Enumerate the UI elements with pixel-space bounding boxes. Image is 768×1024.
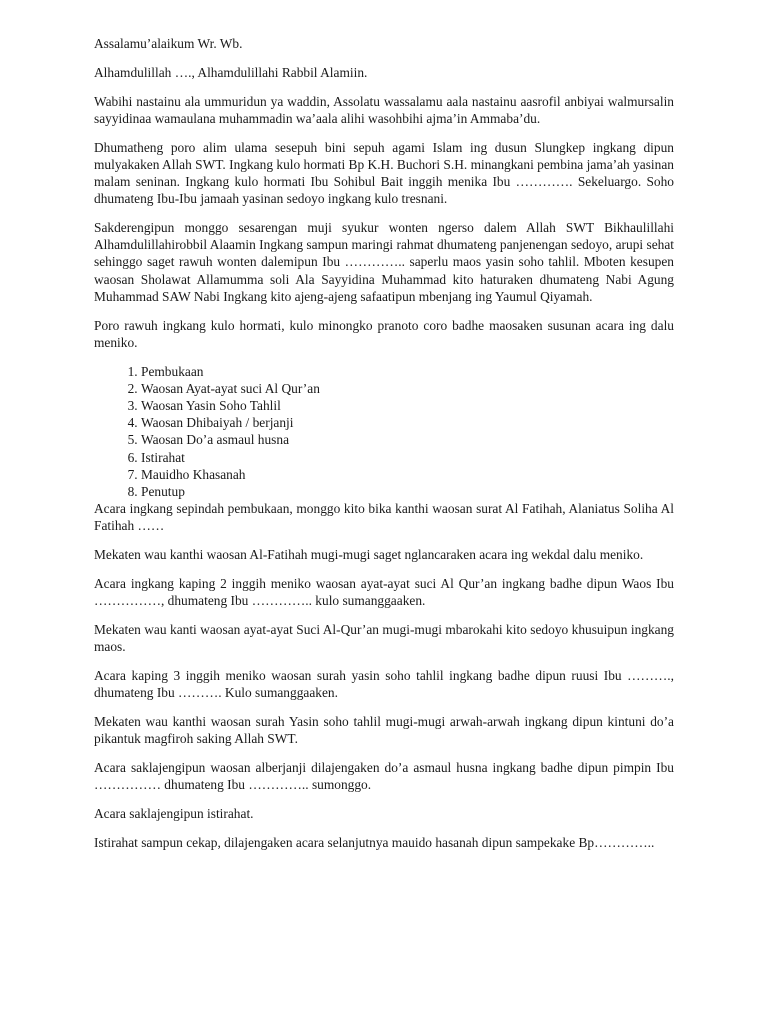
agenda-list [94,363,674,501]
agenda-item: 7. Mauidho Khasanah [141,466,674,483]
agenda-item: 3. Waosan Yasin Soho Tahlil [141,397,674,414]
agenda-item: 4. Waosan Dhibaiyah / berjanji [141,414,674,431]
yasin-prayer-paragraph: Mekaten wau kanthi waosan surah Yasin soho tahlil mugi-mugi arwah-arwah ingkang dipun kintuni do’a pikantuk magfiroh saking Allah SWT. [94,714,674,747]
mauidhoh-item-paragraph: Istirahat sampun cekap, dilajengaken acara selanjutnya mauido hasanah dipun sampekake Bp………….. [94,834,655,850]
agenda-item: 5. Waosan Do’a asmaul husna [141,431,674,448]
berjanji-item-paragraph: Acara saklajengipun waosan alberjanji dilajengaken do’a asmaul husna ingkang badhe dipun pimpin Ibu …………… dhumateng Ibu ………….. sumonggo. [94,760,674,793]
opening-item-paragraph: Acara ingkang sepindah pembukaan, monggo kito bika kanthi waosan surat Al Fatihah, Alaniatus Soliha Al Fatihah …… [94,501,674,534]
quran-prayer-paragraph: Mekaten wau kanti waosan ayat-ayat Suci Al-Qur’an mugi-mugi mbarokahi kito sedoyo khusuipun ingkang maos. [94,622,674,655]
document-page [94,35,674,863]
gratitude-paragraph: Sakderengipun monggo sesarengan muji syukur wonten ngerso dalem Allah SWT Bikhaulillahi Alhamdulillahirobbil Alaamin Ingkang sampun maringi rahmat dhumateng panjenengan sedoyo, arupi sehat sehinggo saget rawuh wonten dalemipun Ibu ………….. saperlu maos yasin soho tahlil. Mboten kesupen waosan Sholawat Allamumma soli Ala Sayyidina Muhammad kito haturaken dhumateng Nabi Agung Muhammad SAW Nabi Ingkang kito ajeng-ajeng safaatipun mbenjang ing Yaumul Qiyamah. [94,220,674,304]
agenda-item: 1. Pembukaan [141,363,674,380]
opening-prayer-paragraph: Wabihi nastainu ala ummuridun ya waddin, Assolatu wassalamu aala nastainu aasrofil anbiyai walmursalin sayyidinaa wamaulana muhammadin wa’aala alihi wasohbihi ajma’in Ammaba’du. [94,93,674,126]
respects-paragraph: Dhumatheng poro alim ulama sesepuh bini sepuh agami Islam ing dusun Slungkep ingkang dipun mulyakaken Allah SWT. Ingkang kulo hormati Bp K.H. Buchori S.H. minangkani pembina jama’ah yasinan malam seninan. Ingkang kulo hormati Ibu Sohibul Bait inggih menika Ibu …………. Sekeluargo. Soho dhumateng Ibu-Ibu jamaah yasinan sedoyo ingkang kulo tresnani. [94,139,674,207]
agenda-item: 2. Waosan Ayat-ayat suci Al Qur’an [141,380,674,397]
break-item-paragraph: Acara saklajengipun istirahat. [94,806,254,822]
yasin-item-paragraph: Acara kaping 3 inggih meniko waosan surah yasin soho tahlil ingkang badhe dipun ruusi Ibu ………., dhumateng Ibu ………. Kulo sumanggaaken. [94,668,674,701]
agenda-item: 6. Istirahat [141,449,674,466]
agenda-item: 8. Penutup [141,483,674,500]
greeting: Assalamu’alaikum Wr. Wb. [94,36,243,51]
fatihah-prayer-paragraph: Mekaten wau kanthi waosan Al-Fatihah mugi-mugi saget nglancaraken acara ing wekdal dalu meniko. [94,547,644,563]
hamdalah-paragraph: Alhamdulillah …., Alhamdulillahi Rabbil Alamiin. [94,64,368,80]
agenda-intro-paragraph: Poro rawuh ingkang kulo hormati, kulo minongko pranoto coro badhe maosaken susunan acara ing dalu meniko. [94,317,674,350]
quran-item-paragraph: Acara ingkang kaping 2 inggih meniko waosan ayat-ayat suci Al Qur’an ingkang badhe dipun Waos Ibu ……………, dhumateng Ibu ………….. kulo sumanggaaken. [94,576,674,609]
